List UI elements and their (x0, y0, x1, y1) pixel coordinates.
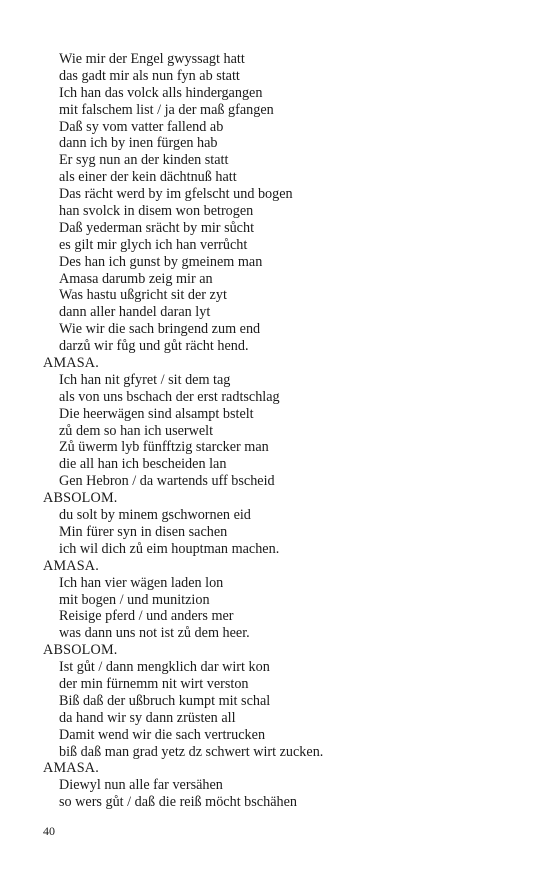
speaker-name: ABSOLOM. (43, 490, 118, 507)
verse-line: als von uns bschach der erst radtschlag (59, 388, 280, 405)
verse-line: Ist gůt / dann mengklich dar wirt kon (59, 659, 270, 676)
verse-line: Was hastu ußgricht sit der zyt (59, 287, 227, 304)
verse-line: so wers gůt / daß die reiß möcht bschähen (59, 794, 297, 811)
verse-line: dann aller handel daran lyt (59, 304, 211, 321)
verse-line: ich wil dich zů eim houptman machen. (59, 540, 280, 557)
verse-line: du solt by minem gschwornen eid (59, 507, 251, 524)
verse-line: Er syg nun an der kinden statt (59, 152, 229, 169)
verse-line: biß daß man grad yetz dz schwert wirt zucken. (59, 743, 324, 760)
verse-line: Die heerwägen sind alsampt bstelt (59, 405, 254, 422)
verse-line: Ich han nit gfyret / sit dem tag (59, 371, 231, 388)
verse-line: Biß daß der ußbruch kumpt mit schal (59, 692, 271, 709)
verse-line: was dann uns not ist zů dem heer. (59, 625, 250, 642)
speaker-name: AMASA. (43, 760, 99, 777)
verse-line: zů dem so han ich userwelt (59, 422, 214, 439)
verse-line: Wie wir die sach bringend zum end (59, 321, 261, 338)
speaker-name: AMASA. (43, 557, 99, 574)
verse-line: das gadt mir als nun fyn ab statt (59, 67, 240, 84)
verse-line: Ich han vier wägen laden lon (59, 574, 224, 591)
verse-line: Das rächt werd by im gfelscht und bogen (59, 186, 293, 203)
speaker-name: ABSOLOM. (43, 642, 118, 659)
verse-line: Gen Hebron / da wartends uff bscheid (59, 473, 275, 490)
verse-line: Ich han das volck alls hindergangen (59, 84, 263, 101)
verse-line: als einer der kein dächtnuß hatt (59, 169, 237, 186)
verse-line: darzů wir fůg und gůt rächt hend. (59, 338, 249, 355)
verse-line: es gilt mir glych ich han verrůcht (59, 236, 248, 253)
verse-line: Diewyl nun alle far versähen (59, 777, 223, 794)
verse-line: der min fürnemm nit wirt verston (59, 675, 249, 692)
verse-line: Amasa darumb zeig mir an (59, 270, 213, 287)
verse-line: Zů üwerm lyb fünfftzig starcker man (59, 439, 269, 456)
verse-line: die all han ich bescheiden lan (59, 456, 227, 473)
verse-line: Wie mir der Engel gwyssagt hatt (59, 51, 245, 67)
verse-line: Daß sy vom vatter fallend ab (59, 118, 224, 135)
drama-text (43, 51, 523, 811)
verse-line: Min fürer syn in disen sachen (59, 523, 228, 540)
verse-line: dann ich by inen fürgen hab (59, 135, 218, 152)
verse-line: Damit wend wir die sach vertrucken (59, 726, 266, 743)
page-number: 40 (43, 824, 55, 838)
speaker-name: AMASA. (43, 355, 99, 372)
verse-line: Daß yederman srächt by mir sůcht (59, 219, 255, 236)
verse-line: mit falschem list / ja der maß gfangen (59, 101, 274, 118)
verse-line: da hand wir sy dann zrüsten all (59, 709, 236, 726)
verse-line: Reisige pferd / und anders mer (59, 608, 234, 625)
verse-line: han svolck in disem won betrogen (59, 203, 254, 220)
verse-line: Des han ich gunst by gmeinem man (59, 253, 263, 270)
verse-line: mit bogen / und munitzion (59, 591, 210, 608)
